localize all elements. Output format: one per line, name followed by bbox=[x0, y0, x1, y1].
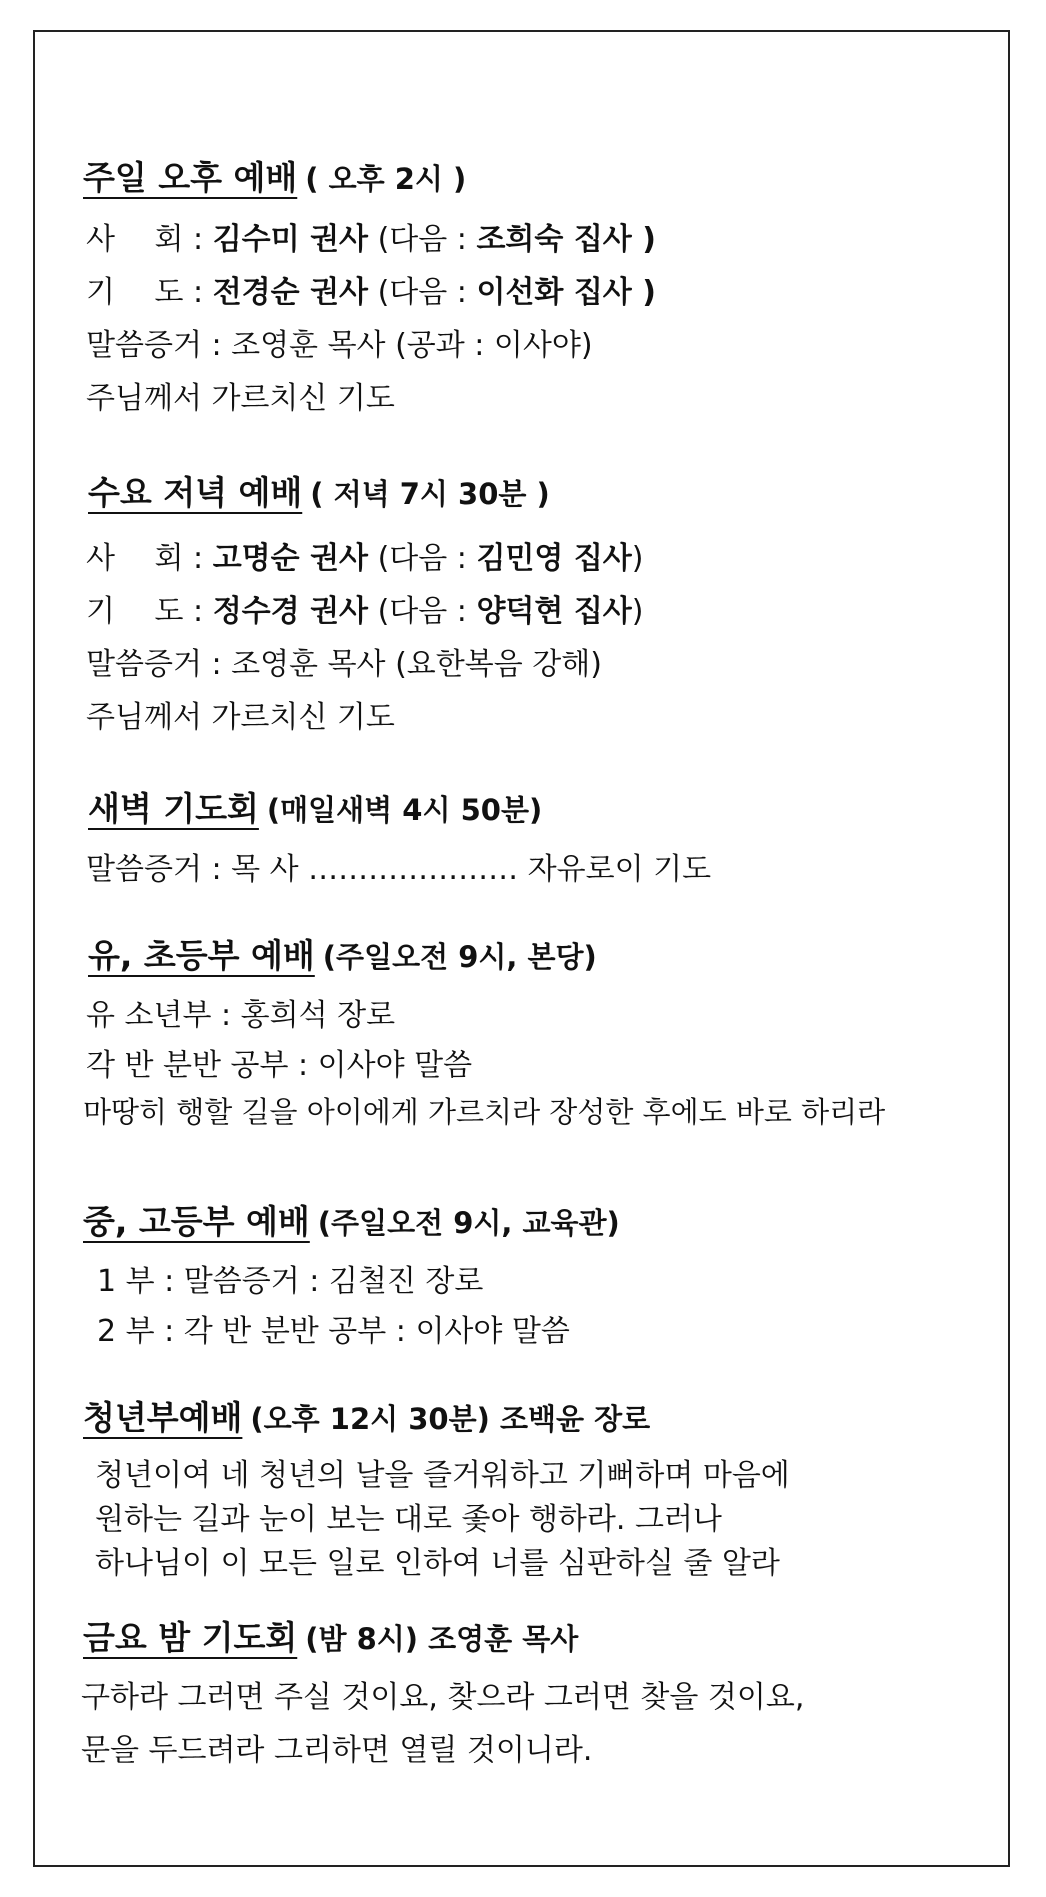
section-time: (밤 8시) 조영훈 목사 bbox=[305, 1622, 579, 1656]
lords-prayer-line: 주님께서 가르치신 기도 bbox=[86, 381, 395, 416]
class-study-line: 각 반 분반 공부 : 이사야 말씀 bbox=[86, 1048, 473, 1083]
sunday-afternoon-heading bbox=[83, 152, 466, 199]
section-time: ( 저녁 7시 30분 ) bbox=[310, 477, 550, 511]
young-adult-heading bbox=[83, 1392, 650, 1439]
teen-service-heading bbox=[83, 1196, 620, 1243]
scripture-line: 청년이여 네 청년의 날을 즐거워하고 기뻐하며 마음에 bbox=[95, 1458, 790, 1493]
part-two-line: 2 부 : 각 반 분반 공부 : 이사야 말씀 bbox=[97, 1314, 570, 1349]
dawn-prayer-heading bbox=[88, 783, 542, 830]
section-title: 주일 오후 예배 bbox=[83, 158, 298, 197]
sermon-line: 말씀증거 : 조영훈 목사 (요한복음 강해) bbox=[86, 647, 602, 682]
section-time: (매일새벽 4시 50분) bbox=[266, 793, 543, 827]
sermon-line: 말씀증거 : 목 사 ………………… 자유로이 기도 bbox=[86, 852, 712, 887]
friday-prayer-heading bbox=[83, 1612, 578, 1659]
section-title: 수요 저녁 예배 bbox=[88, 473, 303, 512]
scripture-line: 구하라 그러면 주실 것이요, 찾으라 그러면 찾을 것이요, bbox=[81, 1680, 805, 1715]
section-title: 청년부예배 bbox=[83, 1398, 243, 1437]
section-title: 유, 초등부 예배 bbox=[88, 936, 315, 975]
scripture-line: 원하는 길과 눈이 보는 대로 좇아 행하라. 그러나 bbox=[95, 1502, 722, 1537]
scripture-line: 문을 두드려라 그리하면 열릴 것이니라. bbox=[81, 1733, 593, 1768]
prayer-line: 기 도 : 전경순 권사 (다음 : 이선화 집사 ) bbox=[86, 275, 656, 310]
youth-leader-line: 유 소년부 : 홍희석 장로 bbox=[86, 998, 396, 1033]
section-time: (오후 12시 30분) 조백윤 장로 bbox=[250, 1402, 651, 1436]
prayer-line: 기 도 : 정수경 권사 (다음 : 양덕현 집사) bbox=[86, 594, 644, 629]
part-one-line: 1 부 : 말씀증거 : 김철진 장로 bbox=[97, 1264, 484, 1299]
presider-line: 사 회 : 고명순 권사 (다음 : 김민영 집사) bbox=[86, 541, 644, 576]
section-title: 새벽 기도회 bbox=[88, 789, 259, 828]
scripture-line: 하나님이 이 모든 일로 인하여 너를 심판하실 줄 알라 bbox=[95, 1546, 780, 1581]
children-service-heading bbox=[88, 930, 597, 977]
wednesday-evening-heading bbox=[88, 467, 550, 514]
section-time: (주일오전 9시, 본당) bbox=[322, 940, 597, 974]
section-time: ( 오후 2시 ) bbox=[305, 162, 467, 196]
section-title: 중, 고등부 예배 bbox=[83, 1202, 310, 1241]
section-time: (주일오전 9시, 교육관) bbox=[317, 1206, 620, 1240]
scripture-line: 마땅히 행할 길을 아이에게 가르치라 장성한 후에도 바로 하리라 bbox=[83, 1095, 886, 1129]
section-title: 금요 밤 기도회 bbox=[83, 1618, 298, 1657]
sermon-line: 말씀증거 : 조영훈 목사 (공과 : 이사야) bbox=[86, 328, 593, 363]
lords-prayer-line: 주님께서 가르치신 기도 bbox=[86, 700, 395, 735]
presider-line: 사 회 : 김수미 권사 (다음 : 조희숙 집사 ) bbox=[86, 222, 656, 257]
